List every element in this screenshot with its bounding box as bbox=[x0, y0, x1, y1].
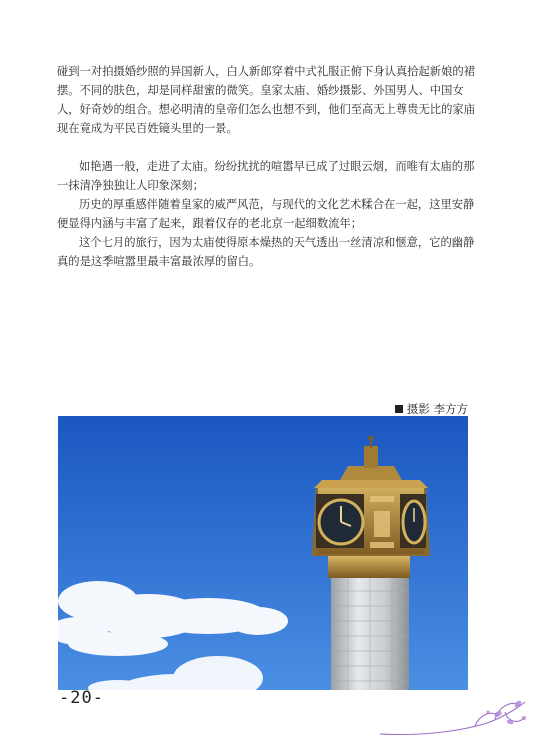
credit-label: 摄影 bbox=[406, 402, 430, 416]
credit-author: 李方方 bbox=[433, 402, 468, 416]
paragraph-1: 碰到一对拍摄婚纱照的异国新人，白人新郎穿着中式礼服正俯下身认真拾起新娘的裙摆。不同的肤色，却是同样甜蜜的微笑。皇家太庙、婚纱摄影、外国男人、中国女人，好奇妙的组合。想必明清的皇帝们怎么也想不到，他们至高无上尊贵无比的家庙现在竟成为平民百姓镜头里的一景。 bbox=[57, 65, 475, 135]
clock-face-right bbox=[403, 501, 425, 543]
paragraph-gap bbox=[57, 138, 477, 157]
clock-tower-photo bbox=[58, 416, 468, 690]
article-body bbox=[57, 62, 477, 271]
clock-face-left bbox=[319, 500, 363, 544]
page-number: -20- bbox=[59, 688, 104, 708]
paragraph-4: 这个七月的旅行，因为太庙使得原本燥热的天气透出一丝清凉和惬意，它的幽静真的是这季喧嚣里最丰富最浓厚的留白。 bbox=[57, 236, 475, 268]
paragraph-2: 如艳遇一般，走进了太庙。纷纷扰扰的喧嚣早已成了过眼云烟，而唯有太庙的那一抹清净独独让人印象深刻； bbox=[57, 160, 475, 192]
paragraph-3: 历史的厚重感伴随着皇家的威严风范，与现代的文化艺术糅合在一起，这里安静便显得内涵与丰富了起来，跟着仅存的老北京一起细数流年； bbox=[57, 198, 475, 230]
floral-flourish-icon bbox=[380, 692, 530, 742]
black-square-icon bbox=[395, 405, 403, 413]
photo-credit bbox=[395, 401, 468, 417]
